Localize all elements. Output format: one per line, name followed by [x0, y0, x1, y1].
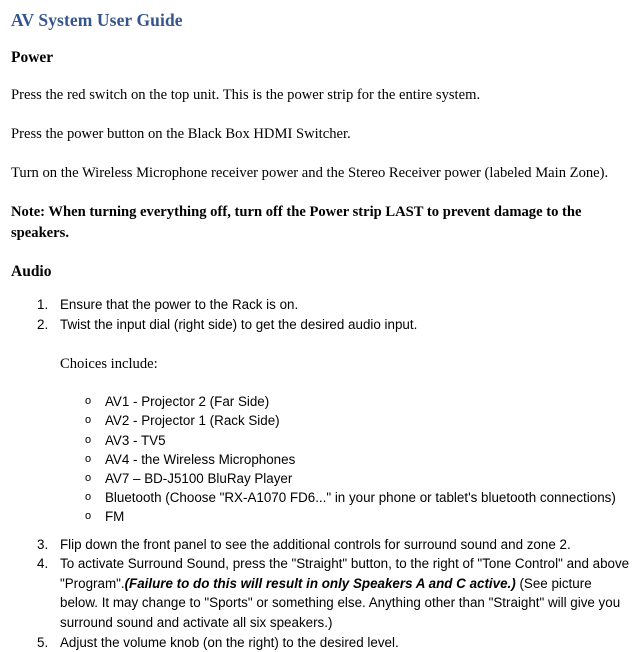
section-heading-power: Power	[11, 49, 54, 66]
list-item	[0, 488, 637, 507]
circle-bullet-icon: o	[85, 395, 92, 408]
list-item-label-part2: (See picture below. It may change to "Sports" or something else. Anything other than "Straight" will give you surround sound and activate all six speakers.)	[60, 575, 621, 630]
list-item	[0, 431, 637, 450]
list-item-label: Twist the input dial (right side) to get the desired audio input.	[60, 316, 418, 332]
power-note-paragraph: Note: When turning everything off, turn off the Power strip LAST to prevent damage to the speakers.	[11, 204, 582, 241]
list-item-label: Flip down the front panel to see the additional controls for surround sound and zone 2.	[60, 536, 571, 552]
power-paragraph-2: Press the power button on the Black Box HDMI Switcher.	[11, 126, 351, 142]
list-item-label: AV4 - the Wireless Microphones	[105, 451, 296, 467]
list-item	[0, 554, 637, 632]
list-item	[0, 450, 637, 469]
circle-bullet-icon: o	[85, 510, 92, 523]
list-item	[0, 633, 637, 652]
list-marker: 4.	[37, 556, 49, 572]
list-item-label: AV1 - Projector 2 (Far Side)	[105, 394, 270, 410]
list-item-label: AV3 - TV5	[105, 432, 166, 448]
list-item-label: Bluetooth (Choose "RX-A1070 FD6..." in your phone or tablet's bluetooth connections)	[105, 490, 616, 506]
list-item-emphasis: (Failure to do this will result in only Speakers A and C active.)	[124, 575, 516, 591]
choices-include-label: Choices include:	[60, 356, 158, 373]
power-paragraph-3: Turn on the Wireless Microphone receiver power and the Stereo Receiver power (labeled Main Zone).	[11, 165, 609, 181]
list-item	[0, 411, 637, 430]
list-item	[0, 535, 637, 555]
list-item	[0, 315, 637, 335]
power-paragraph-1: Press the red switch on the top unit. This is the power strip for the entire system.	[11, 87, 481, 103]
list-item	[0, 295, 637, 315]
circle-bullet-icon: o	[85, 491, 92, 504]
audio-steps-list-bottom	[0, 527, 637, 652]
list-item-label-part1: To activate Surround Sound, press the "Straight" button, to the right of "Tone Control" and above "Program".	[60, 556, 630, 591]
circle-bullet-icon: o	[85, 472, 92, 484]
list-item-label: AV2 - Projector 1 (Rack Side)	[105, 413, 280, 429]
circle-bullet-icon: o	[85, 414, 92, 427]
list-marker: 1.	[37, 297, 49, 312]
list-item-label: Adjust the volume knob (on the right) to the desired level.	[60, 634, 399, 650]
page-title: AV System User Guide	[11, 10, 183, 30]
audio-steps-list-top	[0, 281, 637, 334]
section-heading-audio: Audio	[11, 263, 52, 280]
list-item-label: Ensure that the power to the Rack is on.	[60, 297, 299, 312]
audio-input-choices-list	[0, 375, 637, 526]
list-item-label: FM	[105, 509, 125, 525]
list-marker: 2.	[37, 316, 49, 332]
list-item	[0, 469, 637, 488]
list-item	[0, 507, 637, 526]
list-marker: 3.	[37, 536, 49, 552]
list-item-label: AV7 – BD-J5100 BluRay Player	[105, 471, 293, 486]
circle-bullet-icon: o	[85, 452, 92, 465]
list-item	[0, 392, 637, 411]
circle-bullet-icon: o	[85, 433, 92, 446]
list-marker: 5.	[37, 634, 49, 650]
